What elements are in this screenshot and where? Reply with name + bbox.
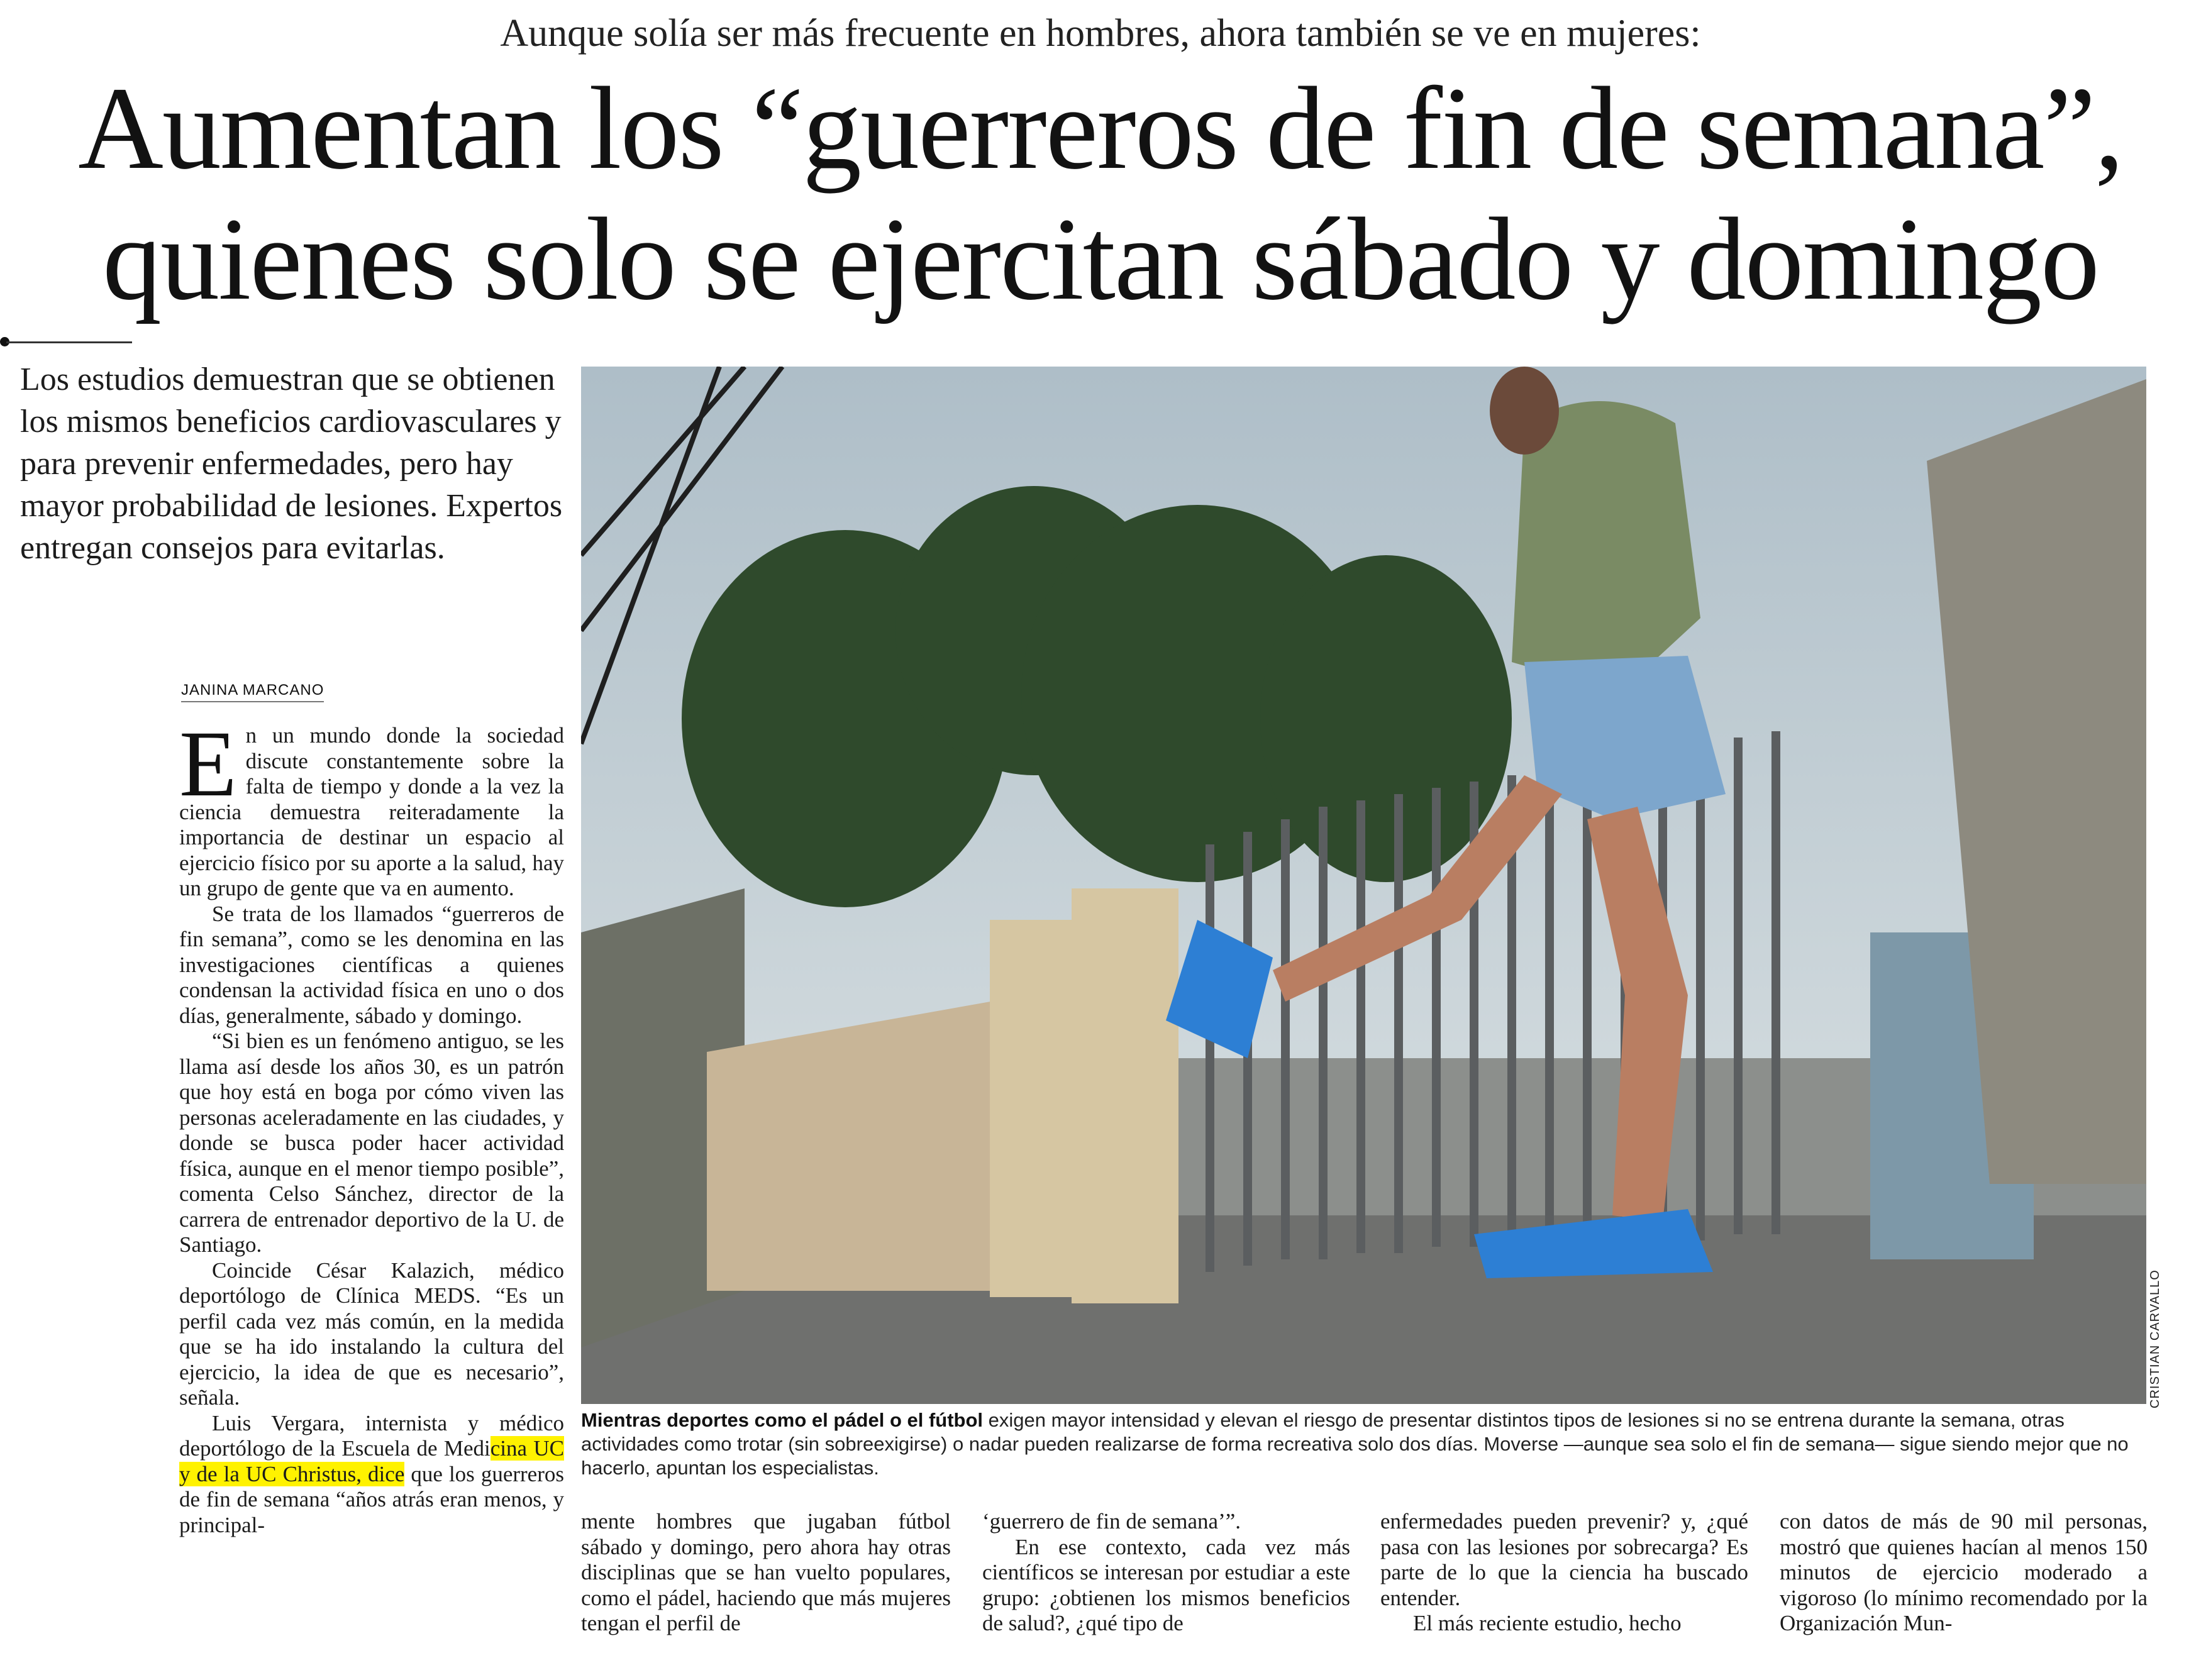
body-column-1: [179, 712, 564, 1538]
col5-text: con datos de más de 90 mil personas, mostró que quienes hacían al menos 150 minutos de ejercicio moderado a vigoroso (lo mínimo recomendado por la Organización Mun-: [1780, 1509, 2148, 1635]
body-column-3: [982, 1509, 1350, 1637]
runner-photo: [581, 367, 2146, 1404]
body-column-2: [581, 1509, 951, 1637]
photo-caption: [581, 1408, 2146, 1480]
body-paragraph-3: “Si bien es un fenómeno antiguo, se les llama así desde los años 30, es un patrón que hoy está en boga por cómo viven las personas aceleradamente en las ciudades, y donde se busca poder hacer actividad física, aunque en el menor tiempo posible”, comenta Celso Sánchez, director de la carrera de entrenador deportivo de la U. de Santiago.: [179, 1029, 564, 1257]
runner-photo-illustration: [581, 367, 2146, 1404]
col3-paragraph-2: En ese contexto, cada vez más científicos se interesan por estudiar a este grupo: ¿obtienen los mismos beneficios de salud?, ¿qué tipo de: [982, 1534, 1350, 1635]
body-column-5: [1780, 1509, 2148, 1637]
body-paragraph-5b: que los guerreros de fin de semana “años atrás eran menos, y principal-: [179, 1461, 564, 1537]
col2-text: mente hombres que jugaban fútbol sábado y domingo, pero ahora hay otras disciplinas que se han vuelto populares, como el pádel, haciendo que más mujeres tengan el perfil de: [581, 1509, 951, 1635]
headline: [38, 63, 2163, 324]
col3-paragraph-1: ‘guerrero de fin de semana’”.: [982, 1509, 1241, 1534]
body-paragraph-2: Se trata de los llamados “guerreros de fin semana”, como se les denomina en las investigaciones científicas a quienes condensan la actividad física en uno o dos días, generalmente, sábado y domingo.: [179, 901, 564, 1028]
body-paragraph-5a: Luis Vergara, internista y médico deportólogo de la Escuela de Medi: [179, 1410, 564, 1461]
body-paragraph-5: [179, 1411, 564, 1539]
col4-paragraph-2: El más reciente estudio, hecho: [1413, 1611, 1682, 1635]
deck-rule: [6, 341, 132, 343]
byline: JANINA MARCANO: [181, 682, 324, 702]
deck: Los estudios demuestran que se obtienen los mismos beneficios cardiovasculares y para prevenir enfermedades, pero hay mayor probabilidad de lesiones. Expertos entregan consejos para evitarlas.: [20, 362, 563, 566]
col4-paragraph-1: enfermedades pueden prevenir? y, ¿qué pasa con las lesiones por sobrecarga? Es parte de lo que la ciencia ha buscado entender.: [1380, 1509, 1748, 1610]
kicker: Aunque solía ser más frecuente en hombres, ahora también se ve en mujeres:: [500, 12, 1701, 55]
body-column-4: [1380, 1509, 1748, 1637]
headline-line-2: quienes solo se ejercitan sábado y domingo: [103, 193, 2098, 324]
caption-lead: Mientras deportes como el pádel o el fútbol: [581, 1409, 984, 1431]
photo-credit: CRISTIAN CARVALLO: [2148, 1269, 2162, 1408]
body-paragraph-1-text: n un mundo donde la sociedad discute constantemente sobre la falta de tiempo y donde a la vez la ciencia demuestra reiteradamente la importancia de destinar un espacio al ejercicio físico por su aporte a la salud, hay un grupo de gente que va en aumento.: [179, 723, 564, 900]
highlighted-text: cina UC y de la UC Christus, dice: [179, 1436, 564, 1486]
body-paragraph-1: [179, 712, 564, 902]
headline-line-1: Aumentan los “guerreros de fin de semana”,: [78, 62, 2123, 194]
caption-text: exigen mayor intensidad y elevan el riesgo de presentar distintos tipos de lesiones si no se entrena durante la semana, otras actividades como trotar (sin sobreexigirse) o nadar pueden realizarse de forma recreativa solo dos días. Moverse —aunque sea solo el fin de semana— sigue siendo mejor que no hacerlo, apuntan los especialistas.: [581, 1409, 2129, 1479]
body-paragraph-4: Coincide César Kalazich, médico deportólogo de Clínica MEDS. “Es un perfil cada vez más común, en la medida que se ha ido instalando la cultura del ejercicio, la idea de que es necesario”, señala.: [179, 1257, 564, 1410]
drop-cap: E: [179, 712, 237, 816]
